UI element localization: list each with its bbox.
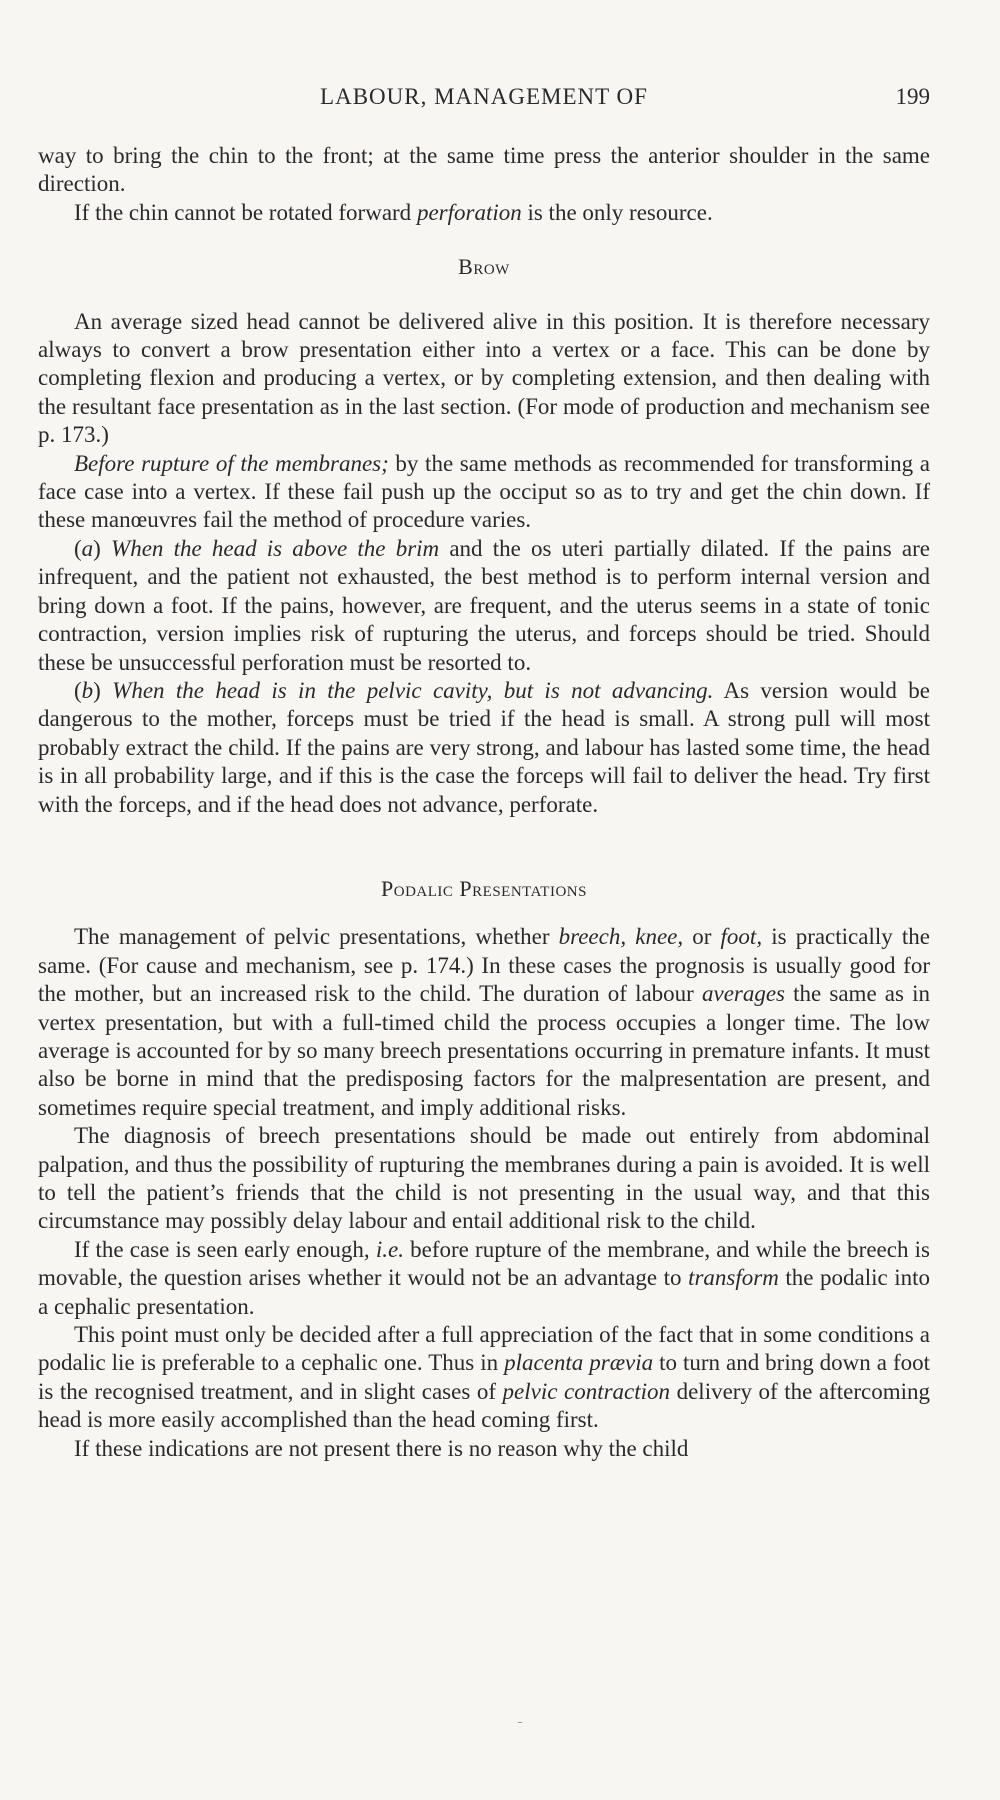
text-run: The management of pelvic presentations, whether	[74, 924, 559, 950]
text-run: the same as in vertex presentation, but with a full-timed child the process occupies a longer time. The low average is accounted for by so many breech presentations occurring in premature infants. It must also be borne in mind that the predisposing factors for the malpresentation are present, and sometimes require special treatment, and imply additional risks.	[38, 981, 930, 1120]
text-run: to turn and bring down a foot is the recognised treatment, and in slight cases of	[38, 1350, 930, 1404]
paragraph-podalic-intro	[38, 923, 930, 1122]
italic-term: pelvic contraction	[502, 1378, 671, 1404]
paragraph-brow-case-b	[38, 677, 930, 819]
paragraph-podalic-indications: If these indications are not present there is no reason why the child	[74, 1435, 689, 1461]
text-run: This point must only be decided after a full appreciation of the fact that in some conditions a podalic lie is preferable to a cephalic one. Thus in	[38, 1322, 930, 1376]
text-run: If the chin cannot be rotated forward	[74, 199, 417, 225]
paragraph-podalic-conditions	[38, 1321, 930, 1435]
paragraph-brow-case-a	[38, 535, 930, 677]
text-run: As version would be dangerous to the mother, forceps must be tried if the head is small. A strong pull will most probably extract the child. If the pains are very strong, and labour has lasted some time, the head is in all probability large, and if this is the case the forceps will fail to deliver the head. Try first with the forceps, and if the head does not advance, perforate.	[38, 677, 930, 817]
text-run: or	[683, 924, 721, 950]
paragraph-continuation: way to bring the chin to the front; at the same time press the anterior shoulder in the same direction.	[38, 143, 930, 197]
section-heading-podalic: Podalic Presentations	[381, 875, 587, 901]
italic-phrase: When the head is in the pelvic cavity, but is not advancing.	[112, 677, 714, 703]
text-run: (	[74, 535, 82, 561]
italic-phrase: Before rupture of the membranes;	[74, 450, 389, 476]
paragraph-podalic-diagnosis: The diagnosis of breech presentations should be made out entirely from abdominal palpation, and thus the possibility of rupturing the membranes during a pain is avoided. It is well to tell the patient’s friends that the child is not presenting in the usual way, and that this circumstance may possibly delay labour and entail additional risk to the child.	[38, 1123, 930, 1234]
italic-term: placenta prævia	[504, 1350, 654, 1376]
paragraph-perforation	[38, 199, 930, 227]
text-run: If the case is seen early enough,	[74, 1236, 376, 1262]
text-run: (	[74, 677, 82, 703]
text-run: and the os uteri partially dilated. If the pains are infrequent, and the patient not exhausted, the best method is to perform internal version and bring down a foot. If the pains, however, are frequent, and the uterus seems in a state of tonic contraction, version implies risk of rupturing the uterus, and forceps should be tried. Should these be unsuccessful perforation must be resorted to.	[38, 535, 930, 675]
italic-phrase: When the head is above the brim	[111, 535, 440, 561]
page-number: 199	[895, 84, 930, 109]
italic-term: perforation	[416, 199, 522, 225]
text-run: by the same methods as recommended for transforming a face case into a vertex. If these fail push up the occiput so as to try and get the chin down. If these manœuvres fail the method of procedure varies.	[38, 450, 930, 533]
italic-letter: b	[81, 677, 94, 703]
paragraph-brow-before-rupture	[38, 450, 930, 535]
italic-term: averages	[701, 981, 786, 1007]
page-body	[38, 142, 930, 1463]
italic-letter: a	[81, 535, 94, 561]
running-header	[38, 84, 930, 118]
text-run: before rupture of the membrane, and while the breech is movable, the question arises whether it would not be an advantage to	[38, 1236, 930, 1291]
text-run: the podalic into a cephalic presentation.	[38, 1265, 930, 1319]
italic-term: breech, knee,	[558, 924, 684, 950]
running-title: LABOUR, MANAGEMENT OF	[320, 84, 648, 109]
text-run: is practically the same. (For cause and mechanism, see p. 174.) In these cases the prognosis is usually good for the mother, but an increased risk to the child. The duration of labour	[38, 924, 930, 1007]
italic-term: foot,	[720, 924, 763, 950]
section-heading-brow: Brow	[458, 254, 510, 280]
italic-term: transform	[688, 1265, 779, 1291]
page-speck	[518, 1722, 522, 1723]
text-run: is the only resource.	[521, 199, 713, 225]
text-run: )	[93, 677, 113, 703]
text-run: delivery of the aftercoming head is more easily accomplished than the head coming first.	[38, 1378, 930, 1433]
paragraph-brow-intro: An average sized head cannot be delivered alive in this position. It is therefore necessary always to convert a brow presentation either into a vertex or a face. This can be done by completing flexion and producing a vertex, or by completing extension, and then dealing with the resultant face presentation as in the last section. (For mode of production and mechanism see p. 173.)	[38, 308, 930, 448]
italic-term: i.e.	[375, 1236, 404, 1262]
paragraph-podalic-early	[38, 1236, 930, 1321]
text-run: )	[93, 535, 112, 561]
